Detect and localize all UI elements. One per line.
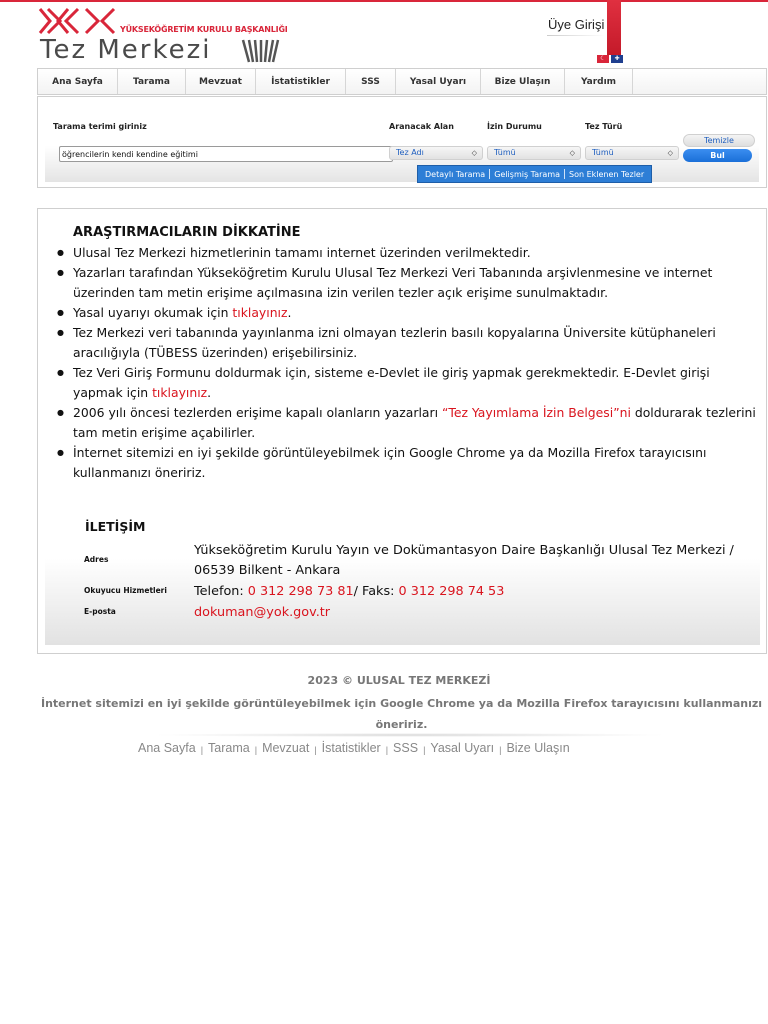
notice-item: [73, 403, 763, 443]
footer-shadow: [150, 733, 670, 737]
notice-text: Tez Merkezi veri tabanında yayınlanma izni olmayan tezlerin basılı kopyalarına Üniversite kütüphaneleri aracılığıyla (TÜBESS üzerinden) erişebilirsiniz.: [73, 325, 716, 360]
search-panel-inner: [45, 102, 759, 182]
notice-list: [73, 243, 763, 483]
tab-advanced-search[interactable]: Gelişmiş Tarama: [494, 169, 561, 179]
nav-item-faq[interactable]: SSS: [346, 69, 396, 94]
email-value: [194, 603, 754, 623]
footer-separator: |: [499, 745, 502, 755]
find-button[interactable]: Bul: [683, 149, 752, 162]
thesis-type-select[interactable]: [585, 146, 679, 160]
turkish-flag-icon[interactable]: ☾: [597, 55, 609, 63]
main-nav: [37, 68, 767, 95]
phone-prefix: Telefon:: [194, 584, 248, 599]
member-login-link[interactable]: Üye Girişi: [548, 17, 605, 32]
thesis-type-label: Tez Türü: [585, 122, 623, 131]
email-link[interactable]: dokuman@yok.gov.tr: [194, 605, 331, 620]
nav-item-statistics[interactable]: İstatistikler: [256, 69, 346, 94]
notice-text: Yazarları tarafından Yükseköğretim Kurulu Ulusal Tez Merkezi Veri Tabanında arşivlenmesine ve internet üzerinden tam metin erişime açılmasına izin verilen tezler açık erişime sunulmaktadır.: [73, 265, 713, 300]
footer-separator: |: [314, 745, 317, 755]
footer-separator: |: [385, 745, 389, 755]
tab-separator: [489, 169, 490, 179]
footer-links: [138, 741, 570, 755]
select-arrows-icon: ◇: [569, 149, 575, 157]
notice-item: [73, 363, 763, 403]
address-label: Adres: [84, 555, 109, 564]
footer-separator: |: [423, 745, 426, 755]
notice-item: [73, 263, 763, 303]
notice-text: Ulusal Tez Merkezi hizmetlerinin tamamı internet üzerinden verilmektedir.: [73, 245, 531, 260]
notice-text: .: [207, 385, 212, 400]
edevlet-login-link[interactable]: tıklayınız: [152, 385, 208, 400]
org-name: YÜKSEKÖĞRETİM KURULU BAŞKANLIĞI: [120, 25, 288, 34]
tab-recent-theses[interactable]: Son Eklenen Tezler: [569, 169, 645, 179]
tab-separator: [564, 169, 565, 179]
phone-number[interactable]: 0 312 298 73 81: [247, 584, 354, 599]
search-field-select[interactable]: [389, 146, 483, 160]
nav-item-home[interactable]: Ana Sayfa: [38, 69, 118, 94]
email-label: E-posta: [84, 607, 116, 616]
footer-link-contact[interactable]: Bize Ulaşın: [506, 741, 570, 755]
tab-detailed-search[interactable]: Detaylı Tarama: [425, 169, 486, 179]
brand-title[interactable]: Tez Merkezi: [40, 35, 212, 65]
legal-notice-link[interactable]: tıklayınız: [232, 305, 288, 320]
yok-logo-icon: [38, 7, 116, 35]
clear-button[interactable]: Temizle: [683, 134, 755, 147]
notice-text: .: [287, 305, 292, 320]
notice-item: [73, 443, 763, 483]
notice-item: [73, 323, 763, 363]
footer-link-legal-notice[interactable]: Yasal Uyarı: [430, 741, 495, 755]
notice-item: [73, 243, 763, 263]
reader-services-label: Okuyucu Hizmetleri: [84, 586, 167, 595]
notice-panel: [37, 208, 767, 654]
footer-link-home[interactable]: Ana Sayfa: [138, 741, 196, 755]
contact-title: İLETİŞİM: [85, 519, 146, 534]
fax-number[interactable]: 0 312 298 74 53: [398, 584, 505, 599]
search-mode-tabs: [417, 165, 652, 183]
english-flag-icon[interactable]: ✚: [611, 55, 623, 63]
address-value: Yükseköğretim Kurulu Yayın ve Dokümantasyon Daire Başkanlığı Ulusal Tez Merkezi / 06539 Bilkent - Ankara: [194, 543, 734, 578]
thesis-type-value: Tümü: [592, 148, 614, 157]
notice-text: Tez Veri Giriş Formunu doldurmak için, sisteme e-Devlet ile giriş yapmak gerekmektedir. E-Devlet girişi yapmak için: [73, 365, 710, 400]
search-field-label: Aranacak Alan: [389, 122, 454, 131]
footer-link-search[interactable]: Tarama: [208, 741, 250, 755]
search-term-label: Tarama terimi giriniz: [53, 122, 147, 131]
footer-browser-note: İnternet sitemizi en iyi şekilde görüntüleyebilmek için Google Chrome ya da Mozilla Firefox tarayıcısını kullanmanızı öneririz.: [40, 697, 763, 731]
permission-label: İzin Durumu: [487, 122, 542, 131]
permission-form-link[interactable]: “Tez Yayımlama İzin Belgesi”ni: [441, 405, 631, 420]
footer-link-legislation[interactable]: Mevzuat: [262, 741, 310, 755]
search-field-value: Tez Adı: [396, 148, 424, 157]
fax-prefix: / Faks:: [353, 584, 399, 599]
notice-text: 2006 yılı öncesi tezlerden erişime kapalı olanların yazarları: [73, 405, 442, 420]
nav-item-help[interactable]: Yardım: [565, 69, 633, 94]
select-arrows-icon: ◇: [667, 149, 673, 157]
language-flags: [597, 55, 623, 63]
search-panel: [37, 96, 767, 188]
footer-link-statistics[interactable]: İstatistikler: [321, 741, 381, 755]
nav-item-contact[interactable]: Bize Ulaşın: [481, 69, 565, 94]
search-term-input[interactable]: [59, 146, 393, 162]
permission-select[interactable]: [487, 146, 581, 160]
footer-copyright: 2023 © ULUSAL TEZ MERKEZİ: [307, 674, 491, 687]
notice-text: doldurarak tezlerini tam metin erişime açabilirler.: [73, 405, 756, 440]
notice-item: [73, 303, 763, 323]
books-icon: [240, 38, 280, 64]
select-arrows-icon: ◇: [471, 149, 477, 157]
ribbon-decoration: [607, 0, 621, 55]
footer-separator: |: [254, 745, 258, 755]
notice-panel-inner: [45, 213, 760, 645]
nav-item-legal-notice[interactable]: Yasal Uyarı: [396, 69, 481, 94]
notice-text: Yasal uyarıyı okumak için: [73, 305, 233, 320]
footer-link-faq[interactable]: SSS: [393, 741, 419, 755]
nav-item-legislation[interactable]: Mevzuat: [186, 69, 256, 94]
reader-services-value: [194, 582, 754, 602]
footer-separator: |: [200, 745, 204, 755]
member-login-underline: [547, 35, 605, 36]
nav-item-search[interactable]: Tarama: [118, 69, 186, 94]
top-accent-line: [0, 0, 768, 2]
notice-title: ARAŞTIRMACILARIN DİKKATİNE: [73, 225, 301, 240]
permission-value: Tümü: [494, 148, 516, 157]
notice-text: İnternet sitemizi en iyi şekilde görüntüleyebilmek için Google Chrome ya da Mozilla Firefox tarayıcısını kullanmanızı öneririz.: [73, 445, 707, 480]
